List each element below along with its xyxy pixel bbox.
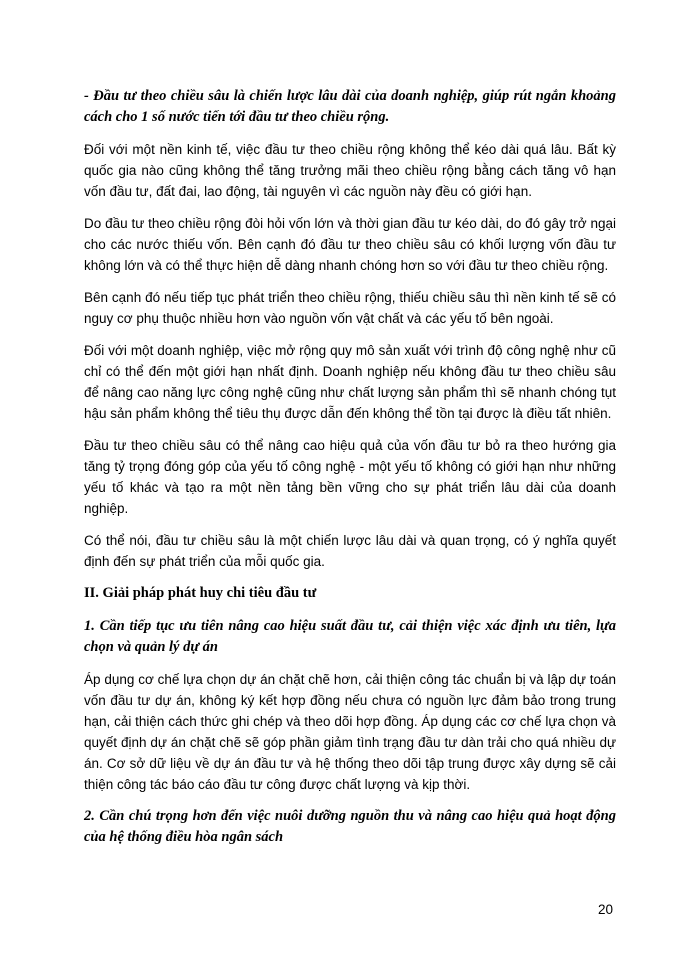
sub-paragraph-1: Áp dụng cơ chế lựa chọn dự án chặt chẽ hơn, cải thiện công tác chuẩn bị và lập dự toán vốn đầu tư dự án, không ký kết hợp đồng nếu chưa có nguồn lực đảm bảo trong trung hạn, cải thiện cách thức ghi chép và theo dõi hợp đồng. Áp dụng các cơ chế lựa chọn và quyết định dự án chặt chẽ sẽ góp phần giảm tình trạng đầu tư dàn trải cho quá nhiều dự án. Cơ sở dữ liệu về dự án đầu tư và hệ thống theo dõi tập trung được xây dựng sẽ cải thiện công tác báo cáo đầu tư công được chất lượng và kịp thời.: [84, 672, 616, 792]
paragraph: Đối với một doanh nghiệp, việc mở rộng quy mô sản xuất với trình độ công nghệ như cũ chỉ có thể đến một giới hạn nhất định. Doanh nghiệp nếu không đầu tư theo chiều sâu để nâng cao năng lực công nghệ cũng như chất lượng sản phẩm thì sẽ nhanh chóng tụt hậu sản phẩm không thể tiêu thụ được dẫn đến không thể tồn tại được là điều tất nhiên.: [84, 343, 616, 421]
paragraph: Đầu tư theo chiều sâu có thể nâng cao hiệu quả của vốn đầu tư bỏ ra theo hướng gia tăng tỷ trọng đóng góp của yếu tố công nghệ - một yếu tố không có giới hạn như những yếu tố khác và tạo ra một nền tảng bền vững cho sự phát triển lâu dài của doanh nghiệp.: [84, 438, 616, 516]
page-number: 20: [598, 902, 614, 917]
sub-heading-1: 1. Cần tiếp tục ưu tiên nâng cao hiệu suất đầu tư, cải thiện việc xác định ưu tiên, lựa chọn và quản lý dự án: [84, 618, 616, 655]
paragraph: Có thể nói, đầu tư chiều sâu là một chiến lược lâu dài và quan trọng, có ý nghĩa quyết định đến sự phát triển của mỗi quốc gia.: [84, 533, 616, 569]
sub-heading-2: 2. Cần chú trọng hơn đến việc nuôi dưỡng nguồn thu và nâng cao hiệu quả hoạt động của hệ thống điều hòa ngân sách: [84, 808, 616, 845]
page-content: [84, 86, 616, 859]
intro-heading: - Đầu tư theo chiều sâu là chiến lược lâu dài của doanh nghiệp, giúp rút ngắn khoảng cách cho 1 số nước tiến tới đầu tư theo chiều rộng.: [84, 88, 616, 125]
paragraph: Bên cạnh đó nếu tiếp tục phát triển theo chiều rộng, thiếu chiều sâu thì nền kinh tế sẽ có nguy cơ phụ thuộc nhiều hơn vào nguồn vốn vật chất và các yếu tố bên ngoài.: [84, 290, 616, 326]
paragraph: Do đầu tư theo chiều rộng đòi hỏi vốn lớn và thời gian đầu tư kéo dài, do đó gây trở ngại cho các nước thiếu vốn. Bên cạnh đó đầu tư theo chiều sâu có khối lượng vốn đầu tư không lớn và có thể thực hiện dễ dàng nhanh chóng hơn so với đầu tư theo chiều rộng.: [84, 216, 616, 273]
paragraph: Đối với một nền kinh tế, việc đầu tư theo chiều rộng không thể kéo dài quá lâu. Bất kỳ quốc gia nào cũng không thể tăng trưởng mãi theo chiều rộng bằng cách tăng vô hạn vốn đầu tư, đất đai, lao động, tài nguyên vì các nguồn này đều có giới hạn.: [84, 142, 616, 199]
section-heading: II. Giải pháp phát huy chi tiêu đầu tư: [84, 585, 317, 601]
